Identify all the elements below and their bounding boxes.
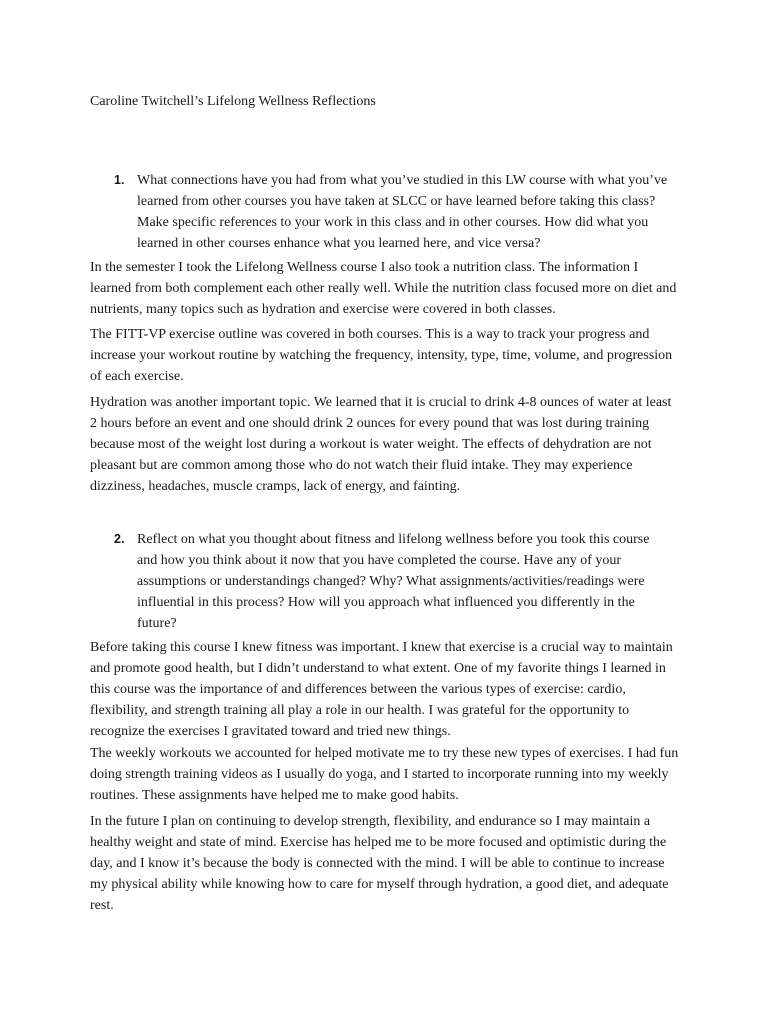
question-number: 1. xyxy=(114,173,125,187)
document-title: Caroline Twitchell’s Lifelong Wellness Reflections xyxy=(90,94,376,109)
question-text: What connections have you had from what you’ve studied in this LW course with what you’ve learned from other courses you have taken at SLCC or have learned before taking this class? Make specific references to your work in this class and in other courses. How did what you learned in other courses enhance what you learned here, and vice versa? xyxy=(137,173,668,251)
answer-paragraph-1-2: The FITT-VP exercise outline was covered in both courses. This is a way to track your progress and increase your workout routine by watching the frequency, intensity, type, time, volume, and progression of each exercise. xyxy=(90,327,673,384)
question-number: 2. xyxy=(114,532,125,546)
answer-paragraph-2-1: Before taking this course I knew fitness was important. I knew that exercise is a crucial way to maintain and promote good health, but I didn’t understand to what extent. One of my favorite things I learned in this course was the importance of and differences between the various types of exercise: cardio, flexibility, and strength training all play a role in our health. I was grateful for the opportunity to recognize the exercises I gravitated toward and tried new things. xyxy=(90,640,673,739)
answer-paragraph-2-3: In the future I plan on continuing to develop strength, flexibility, and endurance so I may maintain a healthy weight and state of mind. Exercise has helped me to be more focused and optimistic during the day, and I know it’s because the body is connected with the mind. I will be able to continue to increase my physical ability while knowing how to care for myself through hydration, a good diet, and adequate rest. xyxy=(90,814,669,913)
answer-paragraph-1-1: In the semester I took the Lifelong Wellness course I also took a nutrition class. The information I learned from both complement each other really well. While the nutrition class focused more on diet and nutrients, many topics such as hydration and exercise were covered in both classes. xyxy=(90,260,677,317)
answer-paragraph-2-2: The weekly workouts we accounted for helped motivate me to try these new types of exercises. I had fun doing strength training videos as I usually do yoga, and I started to incorporate running into my weekly routines. These assignments have helped me to make good habits. xyxy=(90,746,679,803)
question-text: Reflect on what you thought about fitness and lifelong wellness before you took this course and how you think about it now that you have completed the course. Have any of your assumptions or understandings changed? Why? What assignments/activities/readings were influential in this process? How will you approach what influenced you differently in the future? xyxy=(137,532,650,631)
answer-paragraph-1-3: Hydration was another important topic. We learned that it is crucial to drink 4-8 ounces of water at least 2 hours before an event and one should drink 2 ounces for every pound that was lost during training because most of the weight lost during a workout is water weight. The effects of dehydration are not pleasant but are common among those who do not watch their fluid intake. They may experience dizziness, headaches, muscle cramps, lack of energy, and fainting. xyxy=(90,395,672,494)
